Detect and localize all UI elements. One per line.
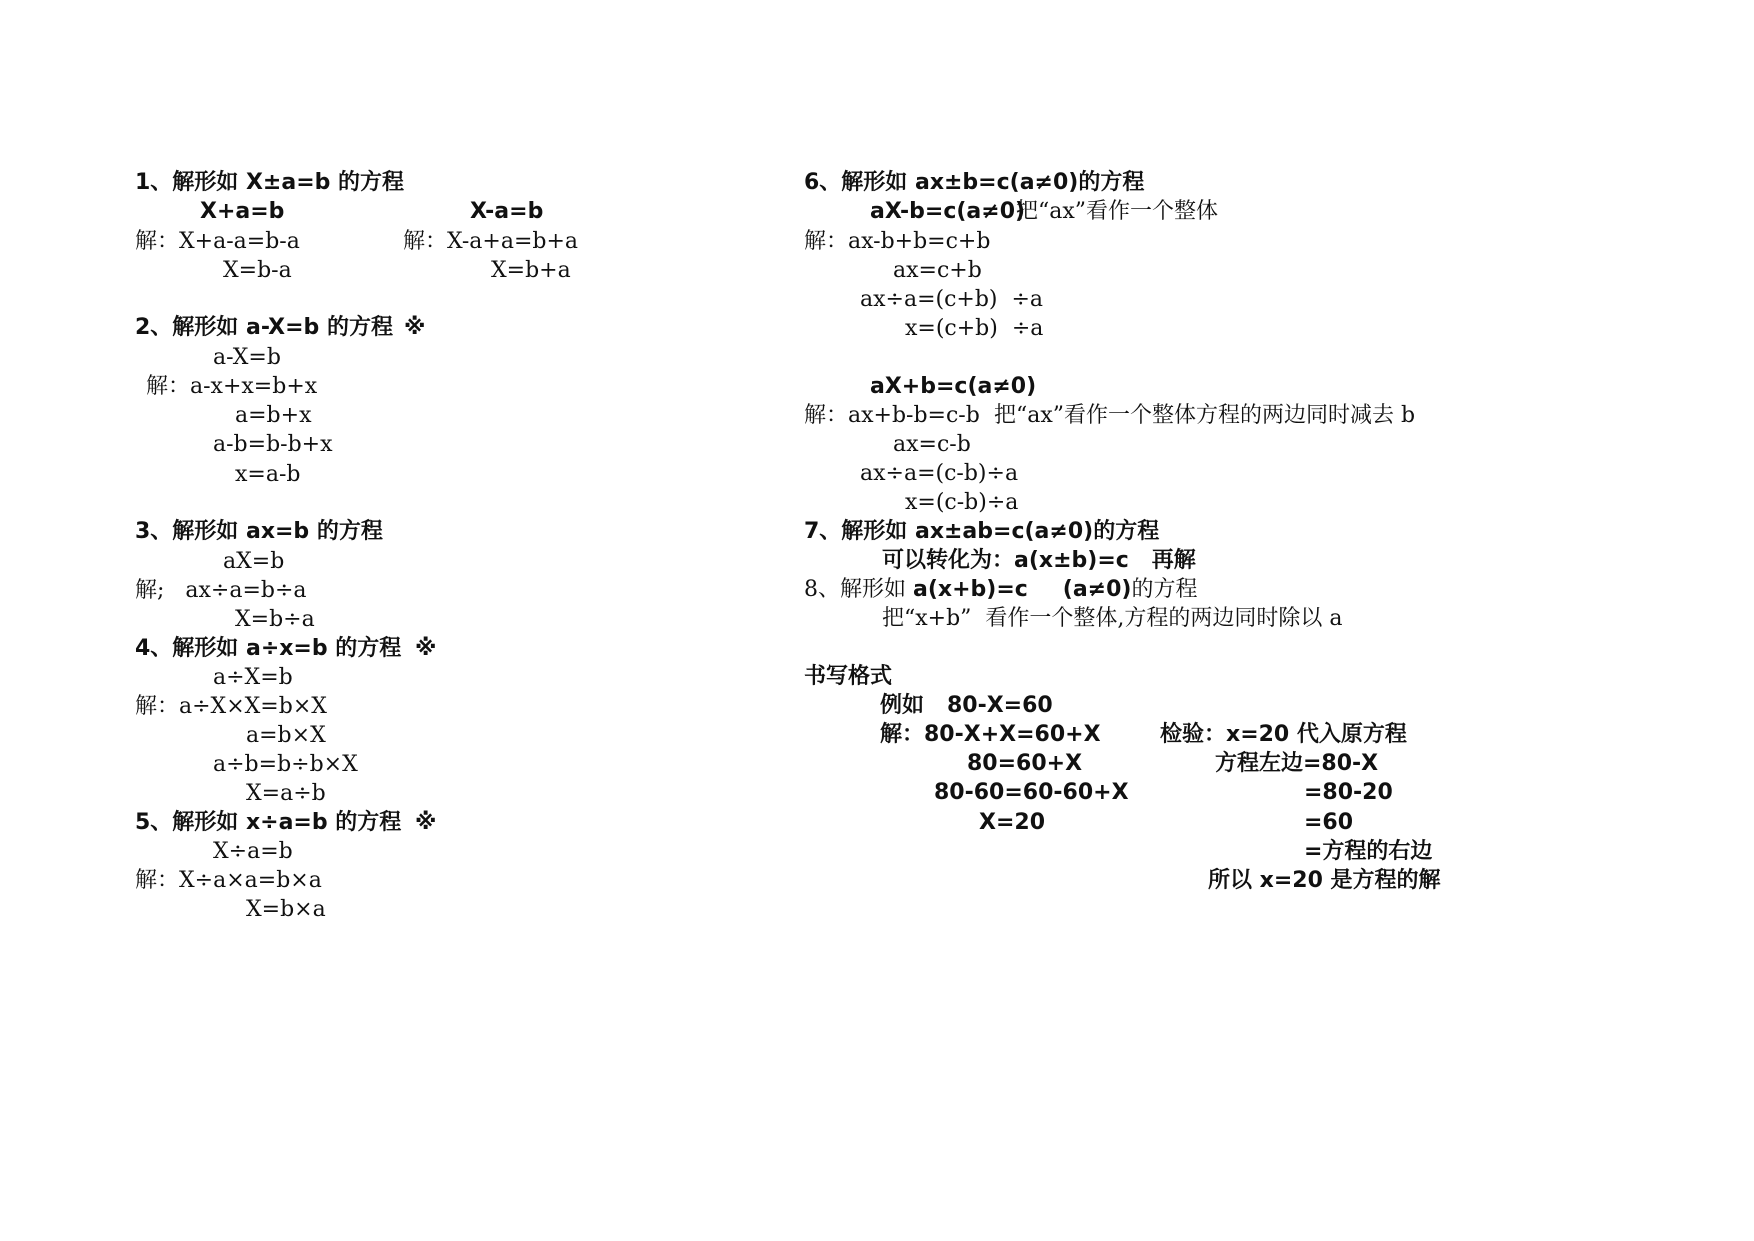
section-8-prefix: 8、解形如 — [804, 577, 913, 602]
section-8-condition: (a≠0) — [1062, 577, 1132, 602]
example-equation: 例如 80-X=60 — [880, 693, 1053, 718]
note: 把“ax”看作一个整体 — [1016, 199, 1219, 224]
important-mark: ※ — [415, 810, 437, 835]
important-mark: ※ — [404, 315, 426, 340]
solution-line: 解：ax+b-b=c-b — [804, 403, 980, 428]
section-2-title: 2、解形如 a-X=b 的方程 — [135, 315, 393, 340]
solution-line: X=20 — [979, 810, 1046, 835]
solution-line: 解：a÷X×X=b×X — [135, 694, 327, 719]
solution-line: ax÷a=(c-b)÷a — [860, 461, 1019, 486]
solution-line: a=b×X — [246, 723, 326, 748]
solution-line: x=(c-b)÷a — [905, 490, 1019, 515]
solution-line: a=b+x — [235, 403, 312, 428]
check-line: 方程左边=80-X — [1215, 751, 1379, 776]
solution-line: X=a÷b — [246, 781, 326, 806]
note: 可以转化为：a(x±b)=c 再解 — [882, 548, 1196, 573]
solution-line: 解：ax-b+b=c+b — [804, 229, 991, 254]
solution-line: 解：80-X+X=60+X — [880, 722, 1101, 747]
section-5-title: 5、解形如 x÷a=b 的方程 — [135, 810, 402, 835]
solution-line: X=b+a — [491, 258, 571, 283]
solution-line: X=b÷a — [235, 607, 315, 632]
solution-line: x=(c+b) ÷a — [905, 316, 1044, 341]
check-conclusion: 所以 x=20 是方程的解 — [1208, 868, 1441, 893]
equation: X-a=b — [470, 199, 544, 224]
solution-line: X=b-a — [223, 258, 292, 283]
solution-line: a-b=b-b+x — [213, 432, 333, 457]
check-line: =60 — [1304, 810, 1354, 835]
solution-line: a-X=b — [213, 345, 281, 370]
equation: aX+b=c(a≠0) — [870, 374, 1037, 399]
solution-line: 解：X-a+a=b+a — [403, 229, 579, 254]
solution-line: 80=60+X — [967, 751, 1083, 776]
note: 把“x+b” 看作一个整体,方程的两边同时除以 a — [882, 606, 1343, 631]
solution-line: 解：a-x+x=b+x — [146, 374, 318, 399]
solution-line: 80-60=60-60+X — [934, 780, 1129, 805]
equation: aX-b=c(a≠0) — [870, 199, 1026, 224]
section-4-title: 4、解形如 a÷x=b 的方程 — [135, 636, 402, 661]
solution-line: ax÷a=(c+b) ÷a — [860, 287, 1044, 312]
note: 把“ax”看作一个整体方程的两边同时减去 b — [994, 403, 1416, 428]
solution-line: 解：X÷a×a=b×a — [135, 868, 322, 893]
solution-line: ax=c+b — [893, 258, 982, 283]
solution-line: a÷X=b — [213, 665, 293, 690]
section-3-title: 3、解形如 ax=b 的方程 — [135, 519, 383, 544]
solution-line: X÷a=b — [213, 839, 293, 864]
solution-line: 解：X+a-a=b-a — [135, 229, 300, 254]
solution-line: x=a-b — [235, 462, 301, 487]
format-title: 书写格式 — [804, 664, 893, 689]
section-8-equation: a(x+b)=c — [913, 577, 1028, 602]
solution-line: a÷b=b÷b×X — [213, 752, 358, 777]
check-line: =方程的右边 — [1304, 839, 1433, 864]
solution-line: aX=b — [223, 549, 285, 574]
section-8-title — [804, 577, 1198, 603]
section-8-suffix: 的方程 — [1131, 577, 1198, 602]
equation: X+a=b — [200, 199, 285, 224]
solution-line: 解; ax÷a=b÷a — [135, 578, 307, 603]
important-mark: ※ — [415, 636, 437, 661]
solution-line: X=b×a — [246, 897, 326, 922]
check-line: =80-20 — [1304, 780, 1393, 805]
section-7-title: 7、解形如 ax±ab=c(a≠0)的方程 — [804, 519, 1160, 544]
section-1-title: 1、解形如 X±a=b 的方程 — [135, 170, 405, 195]
section-6-title: 6、解形如 ax±b=c(a≠0)的方程 — [804, 170, 1145, 195]
solution-line: ax=c-b — [893, 432, 971, 457]
check-line: 检验：x=20 代入原方程 — [1160, 722, 1407, 747]
